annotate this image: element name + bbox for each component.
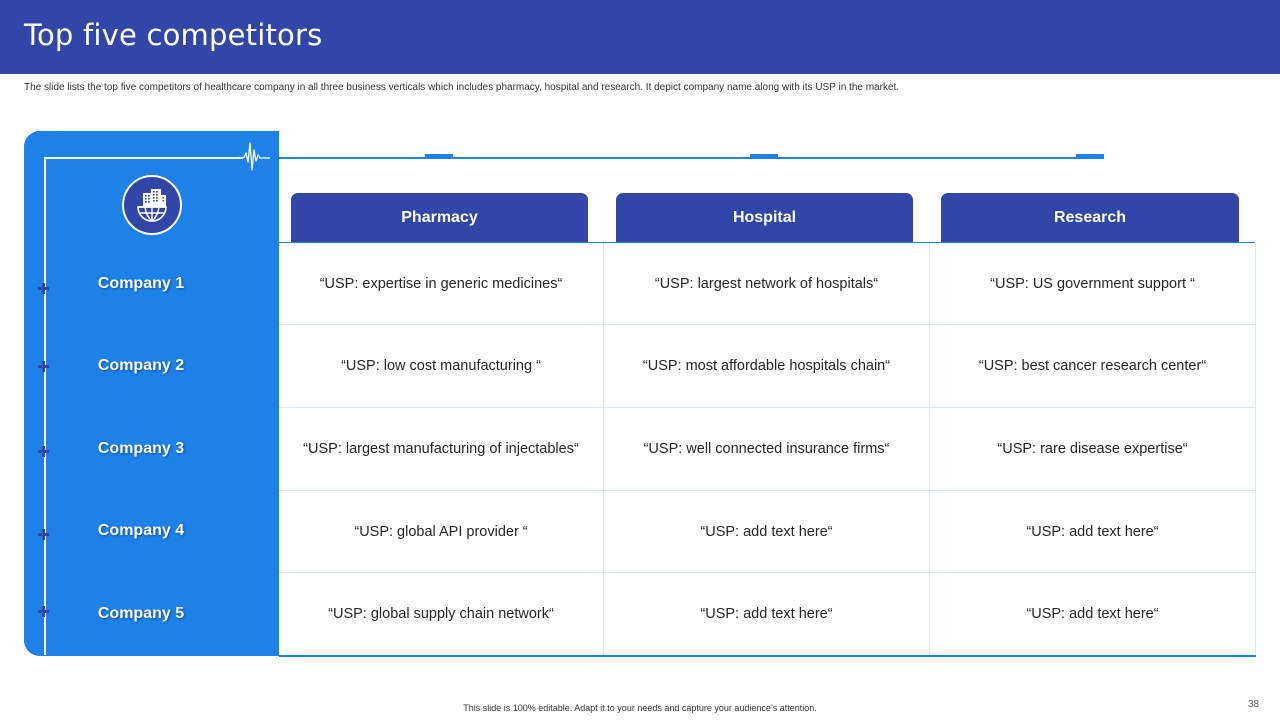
company-label-3: Company 3 [97, 440, 185, 457]
table-right-border [1255, 242, 1256, 655]
company-label-1: Company 1 [97, 275, 185, 292]
timeline-horizontal-line [44, 157, 243, 159]
heartbeat-pulse-icon [238, 140, 270, 172]
timeline-connector-line [266, 157, 1104, 159]
table-bottom-border [279, 655, 1256, 657]
table-cell: “USP: global API provider “ [354, 524, 528, 540]
table-cell: “USP: well connected insurance firms“ [643, 441, 890, 457]
table-cell: “USP: best cancer research center“ [978, 358, 1207, 374]
footer-note: This slide is 100% editable. Adapt it to your needs and capture your audience’s attention. [463, 703, 817, 713]
table-cell: “USP: add text here“ [1026, 524, 1159, 540]
hospital-building-globe-icon [122, 175, 182, 235]
table-cell: “USP: rare disease expertise“ [997, 441, 1188, 457]
column-header-research: Research [941, 193, 1239, 242]
page-number: 38 [1248, 699, 1260, 710]
column-header-pharmacy: Pharmacy [291, 193, 588, 242]
timeline-tick [1076, 154, 1104, 159]
table-cell: “USP: US government support “ [990, 276, 1195, 292]
company-label-2: Company 2 [97, 357, 185, 374]
table-cell: “USP: low cost manufacturing “ [341, 358, 541, 374]
timeline-tick [425, 154, 453, 159]
company-label-4: Company 4 [97, 522, 185, 539]
table-cell: “USP: largest network of hospitals“ [654, 276, 879, 292]
page-title: Top five competitors [24, 18, 323, 52]
table-cell: “USP: most affordable hospitals chain“ [642, 358, 891, 374]
table-cell: “USP: largest manufacturing of injectables“ [303, 441, 579, 457]
table-cell: “USP: add text here“ [700, 606, 833, 622]
table-cell: “USP: global supply chain network“ [328, 606, 554, 622]
column-header-hospital: Hospital [616, 193, 913, 242]
timeline-tick [750, 154, 778, 159]
table-cell: “USP: add text here“ [1026, 606, 1159, 622]
table-cell: “USP: expertise in generic medicines“ [319, 276, 563, 292]
timeline-vertical-line [44, 158, 46, 655]
slide-description: The slide lists the top five competitors of healthcare company in all three business verticals which includes pharmacy, hospital and research. It depict company name along with its USP in the market. [24, 82, 900, 93]
table-cell: “USP: add text here“ [700, 524, 833, 540]
company-label-5: Company 5 [97, 605, 185, 622]
